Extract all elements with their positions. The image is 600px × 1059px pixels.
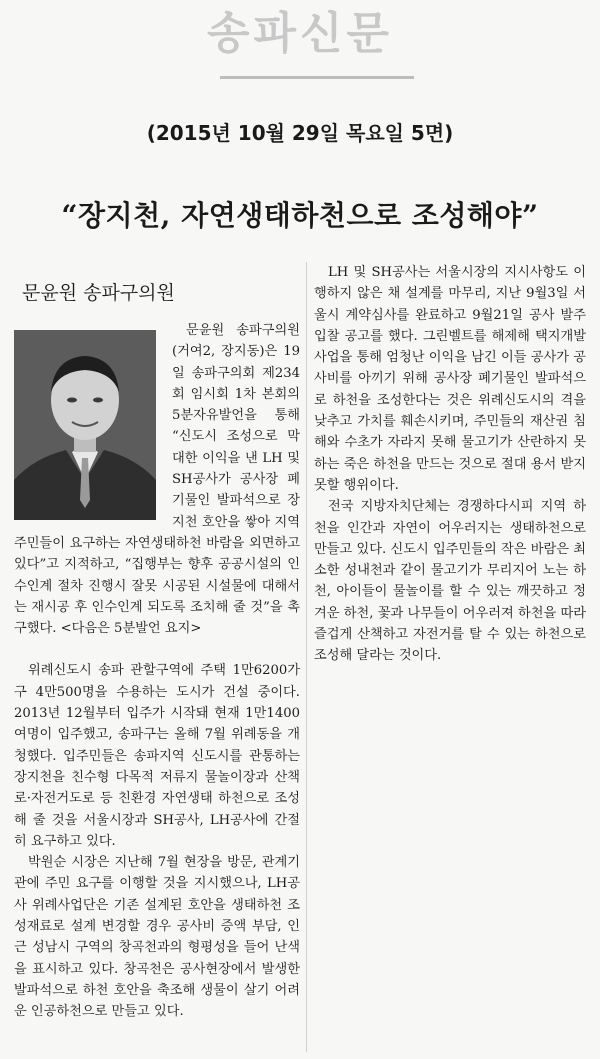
article-column-left: [14, 320, 300, 1023]
masthead-rule: [220, 76, 414, 79]
article-column-right: [314, 262, 586, 667]
masthead: [0, 4, 600, 64]
body-paragraph-3: LH 및 SH공사는 서울시장의 지시사항도 이행하지 않은 채 설계를 마무리, 지난 9월3일 서울시 계약심사를 완료하고 9월21일 공사 발주 입찰 공고를 했다. 그린벨트를 해제해 택지개발 사업을 통해 엄청난 이익을 남긴 이들 공사가 공사비를 아끼기 위해 공사장 폐기물인 발파석으로 하천을 조성한다는 것은 위례신도시의 격을 낮추고 가치를 훼손시키며, 주민들의 재산권 침해와 수초가 자라지 못해 물고기가 산란하지 못하는 죽은 하천을 만드는 것으로 절대 용서 받지 못할 행위이다.: [314, 265, 586, 493]
newspaper-title: 송파신문: [206, 8, 393, 59]
body-paragraph-4: 전국 지방자치단체는 경쟁하다시피 지역 하천을 인간과 자연이 어우러지는 생태하천으로 만들고 있다. 신도시 입주민들의 작은 바람은 최소한 성내천과 같이 물고기가 무리지어 노는 하천, 아이들이 물놀이를 할 수 있는 깨끗하고 정겨운 하천, 꽃과 나무들이 어우러져 하천을 따라 즐겁게 산책하고 자전거를 탈 수 있는 하천으로 조성해 달라는 것이다.: [314, 499, 586, 664]
body-paragraph-1: 위례신도시 송파 관할구역에 주택 1만6200가구 4만500명을 수용하는 도시가 건설 중이다. 2013년 12월부터 입주가 시작돼 현재 1만1400여명이 입주했고, 송파구는 올해 7월 위례동을 개청했다. 입주민들은 송파지역 신도시를 관통하는 장지천을 친수형 다목적 저류지 물놀이장과 산책로·자전거도로 등 친환경 자연생태 하천으로 조성해 줄 것을 서울시장과 SH공사, LH공사에 간절히 요구하고 있다.: [14, 663, 300, 849]
dateline: (2015년 10월 29일 목요일 5면): [146, 121, 454, 145]
column-divider: [306, 262, 307, 1052]
body-paragraph-2: 박원순 시장은 지난해 7월 현장을 방문, 관계기관에 주민 요구를 이행할 것을 지시했으나, LH공사 위례사업단은 기존 설계된 호안을 생태하천 조성재료로 설계 변경할 경우 공사비 증액 부담, 인근 성남시 구역의 창곡천과의 형평성을 들어 난색을 표시하고 있다. 창곡천은 공사현장에서 발생한 발파석으로 하천 호안을 축조해 생물이 살기 어려운 인공하천으로 만들고 있다.: [14, 855, 300, 1020]
lead-paragraph: 문윤원 송파구의원(거여2, 장지동)은 19일 송파구의회 제234회 임시회 1차 본회의 5분자유발언을 통해 “신도시 조성으로 막대한 이익을 낸 LH 및 SH공사가 공사장 폐기물인 발파석으로 장지천 호안을 쌓아 지역주민들이 요구하는 자연생태하천 바람을 외면하고 있다”고 지적하고, “집행부는 향후 공공시설의 인수인계 절차 진행시 잘못 시공된 시설물에 대해서는 재시공 후 인수인계 되도록 조치해 줄 것”을 촉구했다. <다음은 5분발언 요지>: [14, 323, 300, 637]
byline: 문윤원 송파구의원: [22, 282, 175, 304]
headline: “장지천, 자연생태하천으로 조성해야”: [61, 199, 539, 232]
